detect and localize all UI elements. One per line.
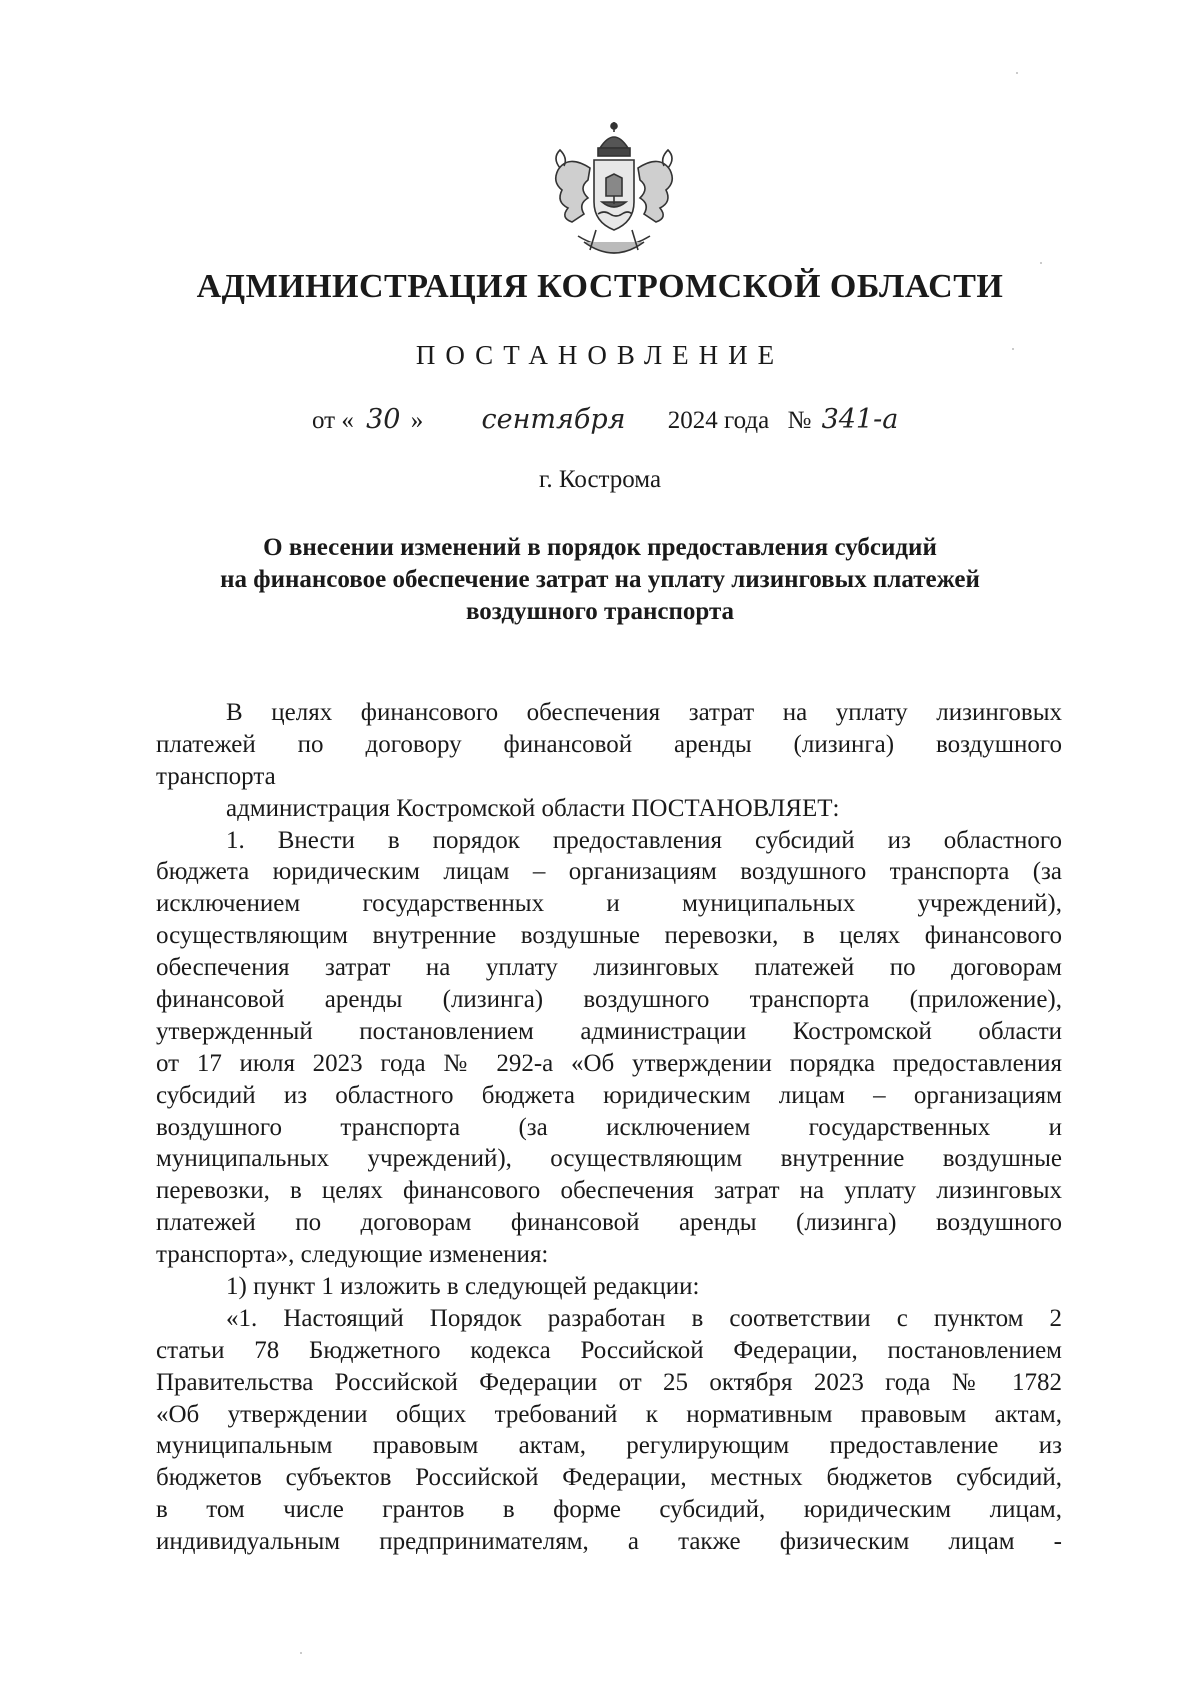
scan-speck	[1040, 262, 1042, 264]
date-prefix: от «	[312, 407, 354, 434]
body-line: индивидуальным предпринимателям, а также физическим лицам -	[156, 1528, 1062, 1556]
scan-speck	[1016, 72, 1018, 74]
city: г. Кострома	[538, 466, 662, 493]
body-line: перевозки, в целях финансового обеспечения затрат на уплату лизинговых	[156, 1177, 1062, 1205]
body-line: В целях финансового обеспечения затрат на уплату лизинговых	[226, 699, 1062, 726]
organization-name: АДМИНИСТРАЦИЯ КОСТРОМСКОЙ ОБЛАСТИ	[196, 268, 1004, 305]
document-body	[156, 697, 1062, 1558]
body-line: от 17 июля 2023 года № 292-а «Об утверждении порядка предоставления	[156, 1049, 1062, 1077]
body-line: бюджета юридическим лицам – организациям воздушного транспорта (за	[156, 858, 1062, 886]
body-line: муниципальных учреждений), осуществляющим внутренние воздушные	[156, 1145, 1062, 1173]
body-line: «Об утверждении общих требований к нормативным правовым актам,	[156, 1400, 1062, 1428]
body-line: «1. Настоящий Порядок разработан в соответствии с пунктом 2	[226, 1304, 1062, 1332]
body-line: муниципальным правовым актам, регулирующим предоставление из	[156, 1432, 1062, 1460]
date-line	[312, 404, 898, 435]
body-line: обеспечения затрат на уплату лизинговых платежей по договорам	[156, 954, 1062, 982]
body-line: транспорта	[156, 762, 276, 790]
body-line: платежей по договорам финансовой аренды (лизинга) воздушного	[156, 1209, 1062, 1237]
body-line: финансовой аренды (лизинга) воздушного транспорта (приложение),	[156, 986, 1062, 1014]
date-day-close: »	[410, 407, 424, 434]
title-line: на финансовое обеспечение затрат на уплату лизинговых платежей	[220, 566, 980, 593]
date-month: сентября	[481, 404, 626, 435]
body-line: в том числе грантов в форме субсидий, юридическим лицам,	[156, 1496, 1062, 1524]
scan-speck	[300, 1652, 302, 1654]
body-line: исключением государственных и муниципальных учреждений),	[156, 890, 1062, 918]
document-type: ПОСТАНОВЛЕНИЕ	[415, 340, 785, 370]
date-year: 2024 года	[667, 407, 770, 434]
body-line: 1. Внести в порядок предоставления субсидий из областного	[226, 826, 1062, 854]
body-line: субсидий из областного бюджета юридическим лицам – организациям	[156, 1081, 1062, 1109]
body-line: воздушного транспорта (за исключением государственных и	[156, 1113, 1062, 1141]
body-line: транспорта», следующие изменения:	[156, 1241, 549, 1269]
coat-of-arms-icon	[538, 118, 690, 270]
body-line: статьи 78 Бюджетного кодекса Российской Федерации, постановлением	[156, 1336, 1062, 1364]
body-line: Правительства Российской Федерации от 25 октября 2023 года № 1782	[156, 1368, 1062, 1396]
body-line: 1) пункт 1 изложить в следующей редакции:	[226, 1273, 700, 1301]
document-title	[160, 532, 1040, 628]
title-line: О внесении изменений в порядок предоставления субсидий	[263, 534, 937, 561]
title-line: воздушного транспорта	[465, 598, 735, 625]
body-line: бюджетов субъектов Российской Федерации, местных бюджетов субсидий,	[156, 1464, 1062, 1492]
body-line: администрация Костромской области ПОСТАНОВЛЯЕТ:	[226, 794, 840, 822]
number-prefix: №	[787, 407, 812, 434]
body-line: платежей по договору финансовой аренды (лизинга) воздушного	[156, 730, 1062, 758]
document-number: 341-а	[821, 404, 899, 435]
body-line: осуществляющим внутренние воздушные перевозки, в целях финансового	[156, 922, 1062, 950]
date-day: 30	[366, 404, 401, 435]
scan-speck	[1012, 348, 1014, 350]
body-line: утвержденный постановлением администрации Костромской области	[156, 1017, 1062, 1045]
